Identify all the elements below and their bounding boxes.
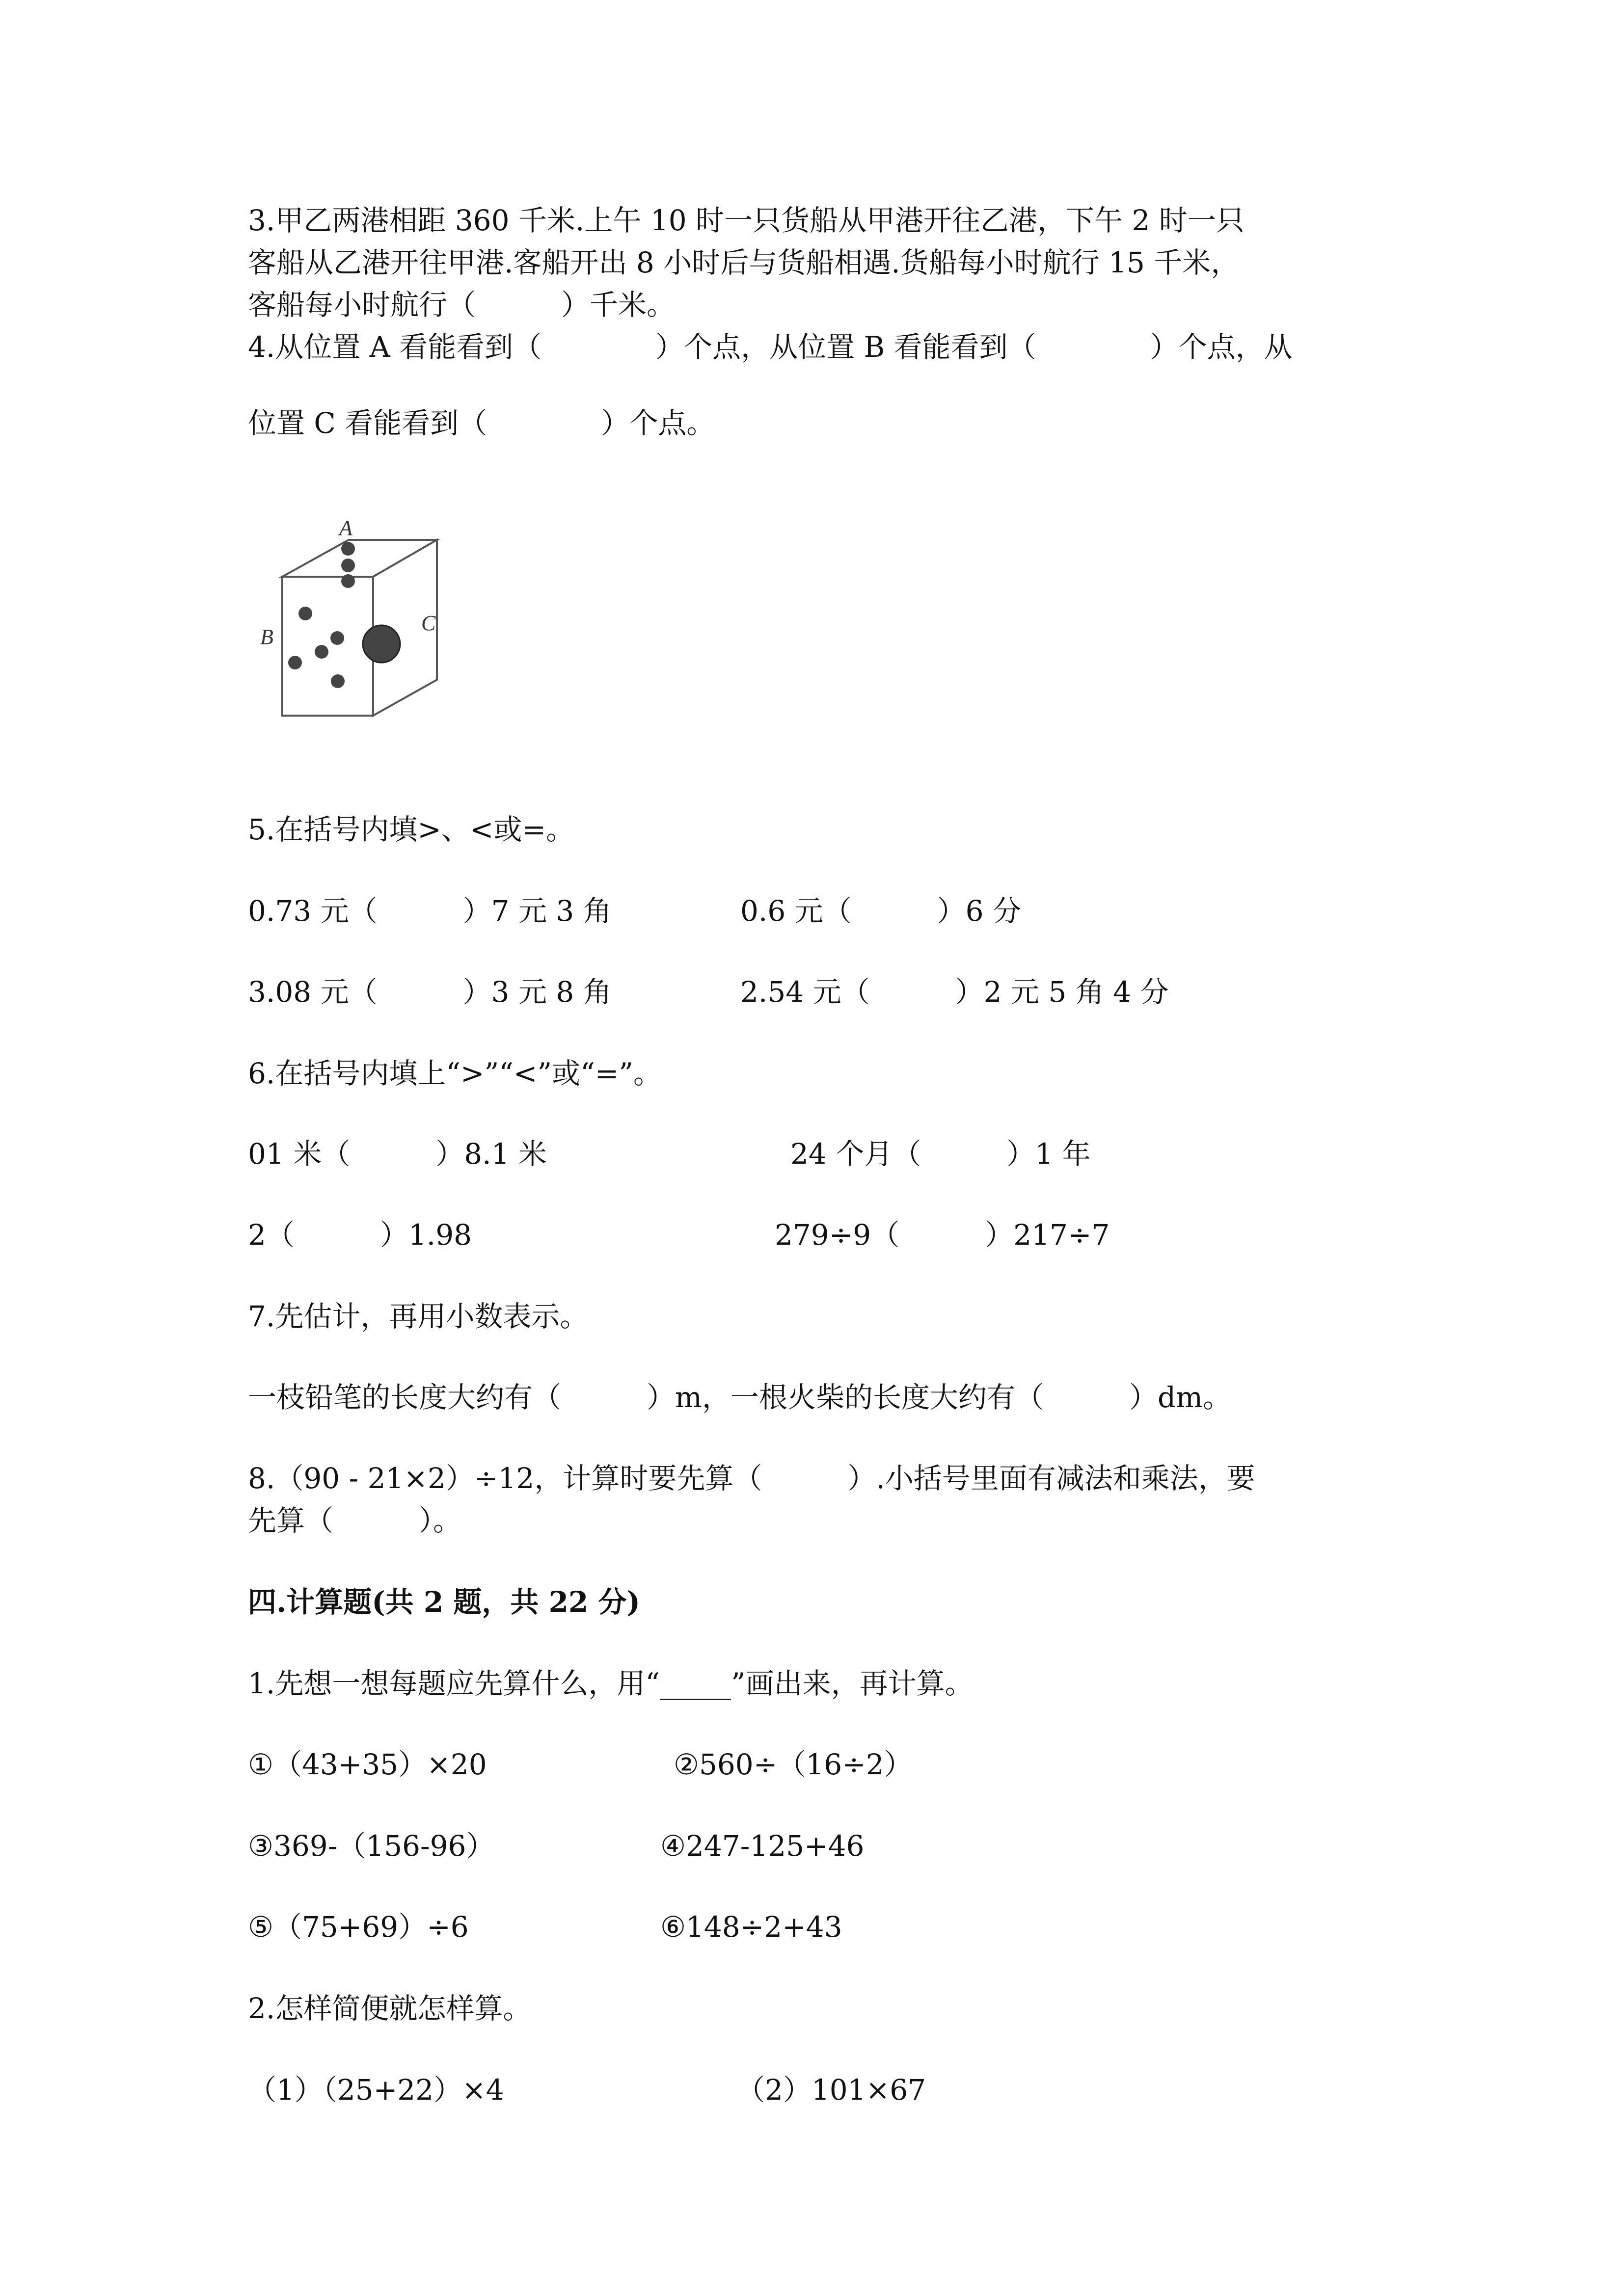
q5-row1-right: 0.6 元（ ）6 分 [740, 894, 1022, 928]
dice-cube-figure [248, 515, 454, 726]
c1-expr-6: ⑥148÷2+43 [660, 1910, 842, 1944]
q7-title: 7.先估计，再用小数表示。 [248, 1300, 589, 1333]
front-dot [298, 607, 312, 620]
front-dot [331, 674, 345, 688]
q4-line2: 位置 C 看能看到（ ）个点。 [248, 406, 715, 440]
c1-title: 1.先想一想每题应先算什么，用“_____”画出来，再计算。 [248, 1667, 974, 1700]
c1-expr-1: ①（43+35）×20 [248, 1748, 487, 1781]
q8-line1: 8.（90 - 21×2）÷12，计算时要先算（ ）.小括号里面有减法和乘法，要 [248, 1462, 1255, 1495]
q5-row2-right: 2.54 元（ ）2 元 5 角 4 分 [740, 975, 1169, 1009]
c2-expr-1: （1）（25+22）×4 [248, 2073, 504, 2107]
top-dot [341, 574, 355, 588]
q3-line1: 3.甲乙两港相距 360 千米.上午 10 时一只货船从甲港开往乙港，下午 2 时一只 [248, 204, 1245, 237]
q3-line2: 客船从乙港开往甲港.客船开出 8 小时后与货船相遇.货船每小时航行 15 千米， [248, 246, 1240, 279]
q3-line3: 客船每小时航行（ ）千米。 [248, 288, 676, 321]
q6-row2-right: 279÷9（ ）217÷7 [775, 1218, 1110, 1252]
q5-title: 5.在括号内填>、<或=。 [248, 813, 575, 846]
top-dot [341, 542, 355, 556]
c1-expr-3: ③369-（156-96） [248, 1829, 495, 1863]
top-dot [341, 559, 355, 572]
c1-expr-4: ④247-125+46 [660, 1829, 865, 1863]
cube-label-b: B [260, 625, 273, 649]
cube-label-c: C [421, 611, 436, 635]
q6-row1-left: 01 米（ ）8.1 米 [248, 1137, 547, 1171]
q8-line2: 先算（ ）。 [248, 1504, 462, 1537]
front-dot [288, 656, 302, 669]
cube-label-a: A [339, 516, 352, 540]
q6-row2-left: 2（ ）1.98 [248, 1218, 472, 1252]
front-dot [330, 631, 344, 645]
q5-row2-left: 3.08 元（ ）3 元 8 角 [248, 975, 612, 1009]
front-dot [315, 645, 328, 659]
c1-expr-2: ②560÷（16÷2） [674, 1748, 913, 1781]
q7-line: 一枝铅笔的长度大约有（ ）m，一根火柴的长度大约有（ ）dm。 [248, 1381, 1232, 1414]
section-heading: 四.计算题(共 2 题，共 22 分) [248, 1585, 640, 1619]
c2-title: 2.怎样简便就怎样算。 [248, 1992, 532, 2025]
c2-expr-2: （2）101×67 [736, 2073, 926, 2107]
q5-row1-left: 0.73 元（ ）7 元 3 角 [248, 894, 612, 928]
q6-row1-right: 24 个月（ ）1 年 [790, 1137, 1091, 1171]
right-big-dot [363, 625, 400, 663]
cube-front-face [282, 577, 373, 716]
q6-title: 6.在括号内填上“>”“<”或“=”。 [248, 1057, 662, 1090]
q4-line1: 4.从位置 A 看能看到（ ）个点，从位置 B 看能看到（ ）个点，从 [248, 330, 1293, 364]
c1-expr-5: ⑤（75+69）÷6 [248, 1910, 469, 1944]
